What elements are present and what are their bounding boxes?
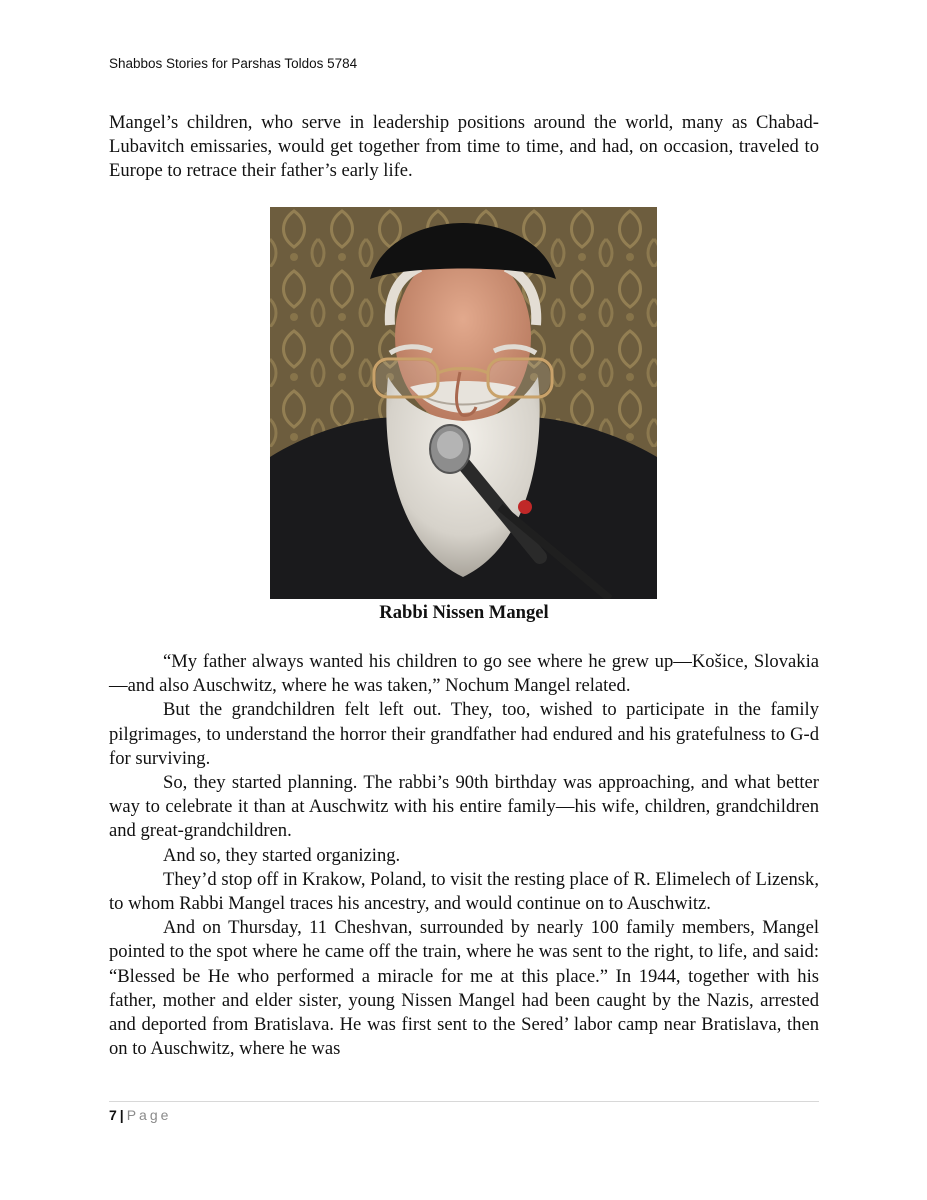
story-paragraph: They’d stop off in Krakow, Poland, to visit the resting place of R. Elimelech of Lizensk, to whom Rabbi Mangel traces his ancestry, and would continue on to Auschwitz. bbox=[109, 868, 819, 915]
footer-divider bbox=[109, 1101, 819, 1102]
page-number: 7 bbox=[109, 1107, 117, 1123]
story-paragraph: So, they started planning. The rabbi’s 90th birthday was approaching, and what better way to celebrate it than at Auschwitz with his entire family—his wife, children, grandchildren and great-grandchildren. bbox=[109, 772, 819, 842]
portrait-illustration bbox=[270, 207, 657, 599]
page-footer bbox=[109, 1107, 171, 1123]
footer-separator: | bbox=[119, 1107, 124, 1123]
story-paragraph: And so, they started organizing. bbox=[163, 844, 401, 866]
story-paragraph: “My father always wanted his children to go see where he grew up—Košice, Slovakia—and also Auschwitz, where he was taken,” Nochum Mangel related. bbox=[109, 651, 819, 697]
intro-paragraph-block bbox=[109, 111, 819, 184]
running-header: Shabbos Stories for Parshas Toldos 5784 bbox=[109, 56, 358, 71]
intro-paragraph: Mangel’s children, who serve in leadership positions around the world, many as Chabad-Lubavitch emissaries, would get together from time to time, and had, on occasion, traveled to Europe to retrace their father’s early life. bbox=[109, 112, 819, 182]
story-paragraph: And on Thursday, 11 Cheshvan, surrounded by nearly 100 family members, Mangel pointed to the spot where he came off the train, where he was sent to the right, to life, and said: “Blessed be He who performed a miracle for me at this place.” In 1944, together with his father, mother and elder sister, young Nissen Mangel had been caught by the Nazis, arrested and deported from Bratislava. He was first sent to the Sered’ labor camp near Bratislava, then on to Auschwitz, where he was bbox=[109, 917, 819, 1060]
page-label: Page bbox=[126, 1107, 172, 1123]
story-paragraphs bbox=[109, 650, 819, 1061]
story-paragraph: But the grandchildren felt left out. They, too, wished to participate in the family pilgrimages, to understand the horror their grandfather had endured and his gratefulness to G-d for surviving. bbox=[109, 699, 819, 769]
photo-caption: Rabbi Nissen Mangel bbox=[379, 602, 549, 623]
rabbi-portrait-photo bbox=[270, 207, 657, 599]
